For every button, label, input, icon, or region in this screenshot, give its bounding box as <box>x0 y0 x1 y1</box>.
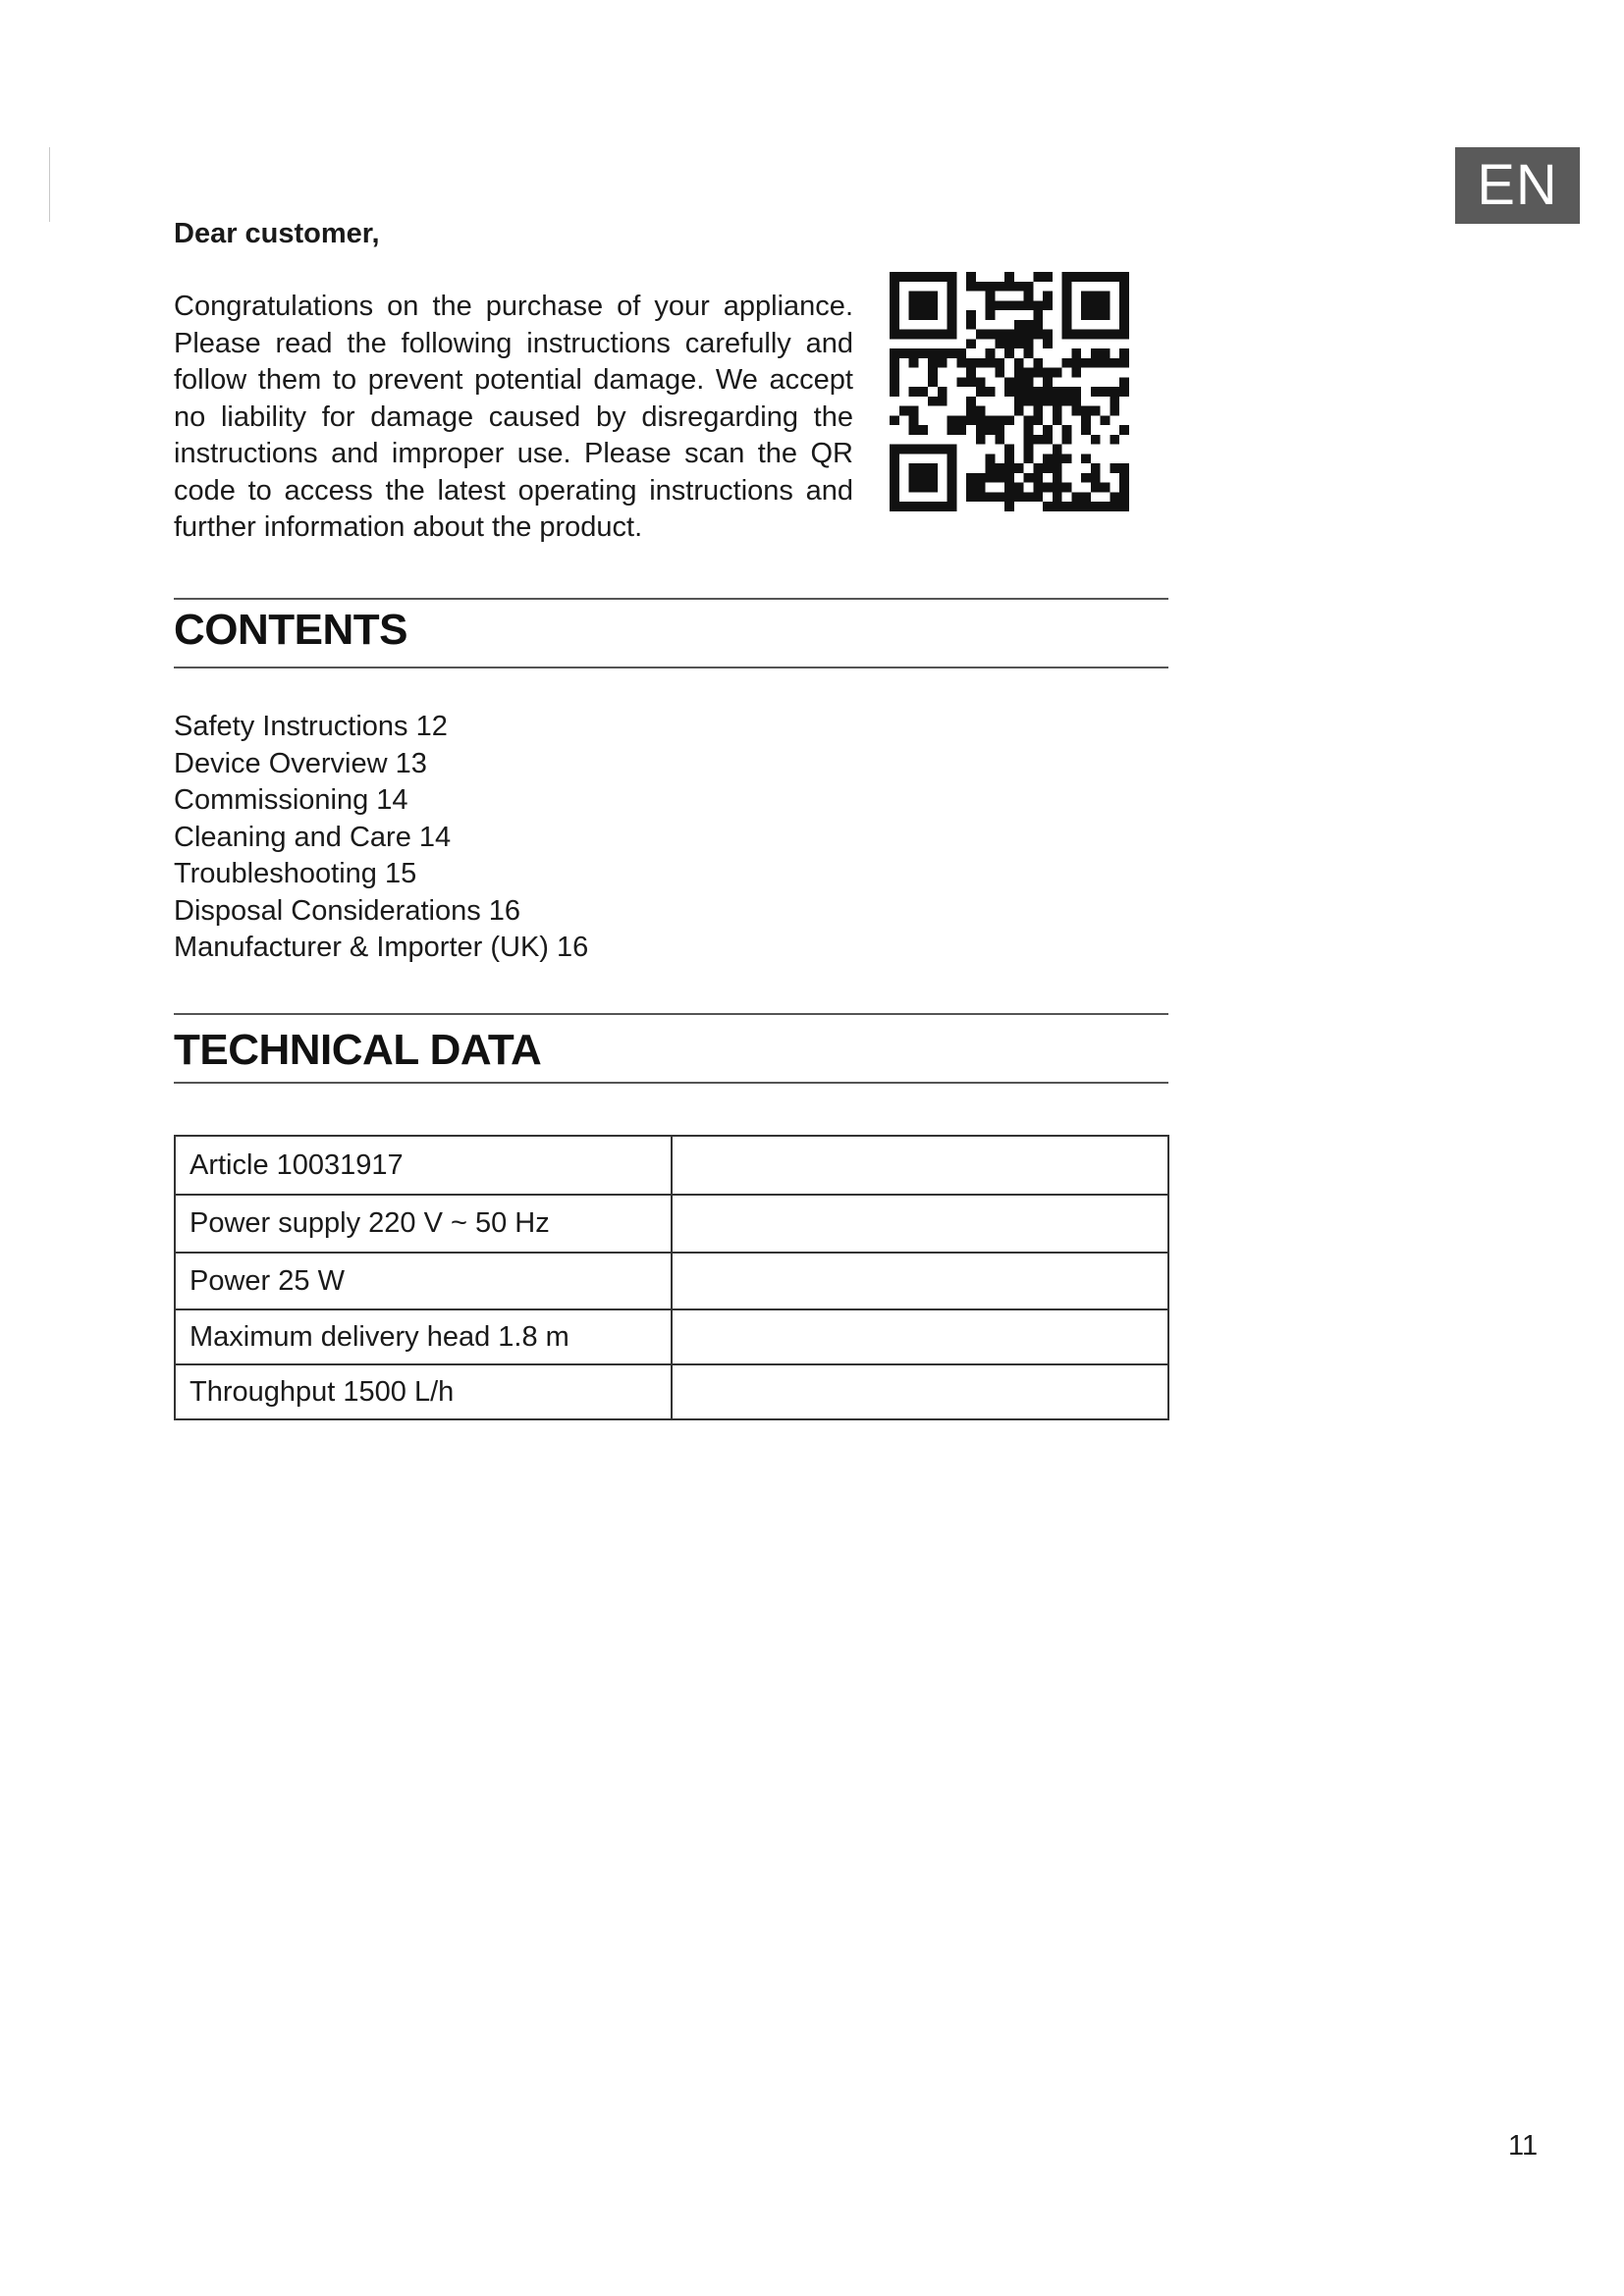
techdata-bottom-rule <box>174 1082 1168 1084</box>
qr-code <box>890 272 1129 511</box>
spec-value <box>672 1309 1168 1364</box>
page-number: 11 <box>1508 2130 1539 2162</box>
toc-item[interactable]: Disposal Considerations 16 <box>174 894 521 927</box>
table-row <box>175 1253 1168 1309</box>
contents-bottom-rule <box>174 667 1168 668</box>
spec-label: Maximum delivery head 1.8 m <box>175 1309 672 1364</box>
toc-item[interactable]: Troubleshooting 15 <box>174 858 417 889</box>
margin-divider <box>49 147 50 222</box>
table-row <box>175 1136 1168 1195</box>
techdata-title: TECHNICAL DATA <box>174 1026 542 1074</box>
table-row <box>175 1364 1168 1419</box>
toc-item[interactable]: Manufacturer & Importer (UK) 16 <box>174 932 589 963</box>
contents-top-rule <box>174 598 1168 600</box>
spec-label: Power 25 W <box>175 1253 672 1309</box>
spec-value <box>672 1136 1168 1195</box>
toc-item[interactable]: Device Overview 13 <box>174 747 427 779</box>
table-row <box>175 1195 1168 1253</box>
spec-label: Article 10031917 <box>175 1136 672 1195</box>
greeting-heading: Dear customer, <box>174 218 380 249</box>
intro-paragraph: Congratulations on the purchase of your appliance. Please read the following instructions carefully and follow them to prevent potential damage. We accept no liability for damage caused by disregarding the instructions and improper use. Please scan the QR code to access the latest operating instructions and further information about the product. <box>174 291 853 543</box>
spec-label: Power supply 220 V ~ 50 Hz <box>175 1195 672 1253</box>
language-badge: EN <box>1455 147 1580 224</box>
spec-label: Throughput 1500 L/h <box>175 1364 672 1419</box>
toc-item[interactable]: Safety Instructions 12 <box>174 711 448 742</box>
spec-value <box>672 1364 1168 1419</box>
toc-item[interactable]: Cleaning and Care 14 <box>174 821 452 853</box>
table-row <box>175 1309 1168 1364</box>
spec-value <box>672 1195 1168 1253</box>
technical-data-table <box>174 1135 1169 1420</box>
toc-item[interactable]: Commissioning 14 <box>174 784 408 816</box>
spec-value <box>672 1253 1168 1309</box>
techdata-top-rule <box>174 1013 1168 1015</box>
contents-title: CONTENTS <box>174 606 407 654</box>
contents-list <box>174 709 588 967</box>
